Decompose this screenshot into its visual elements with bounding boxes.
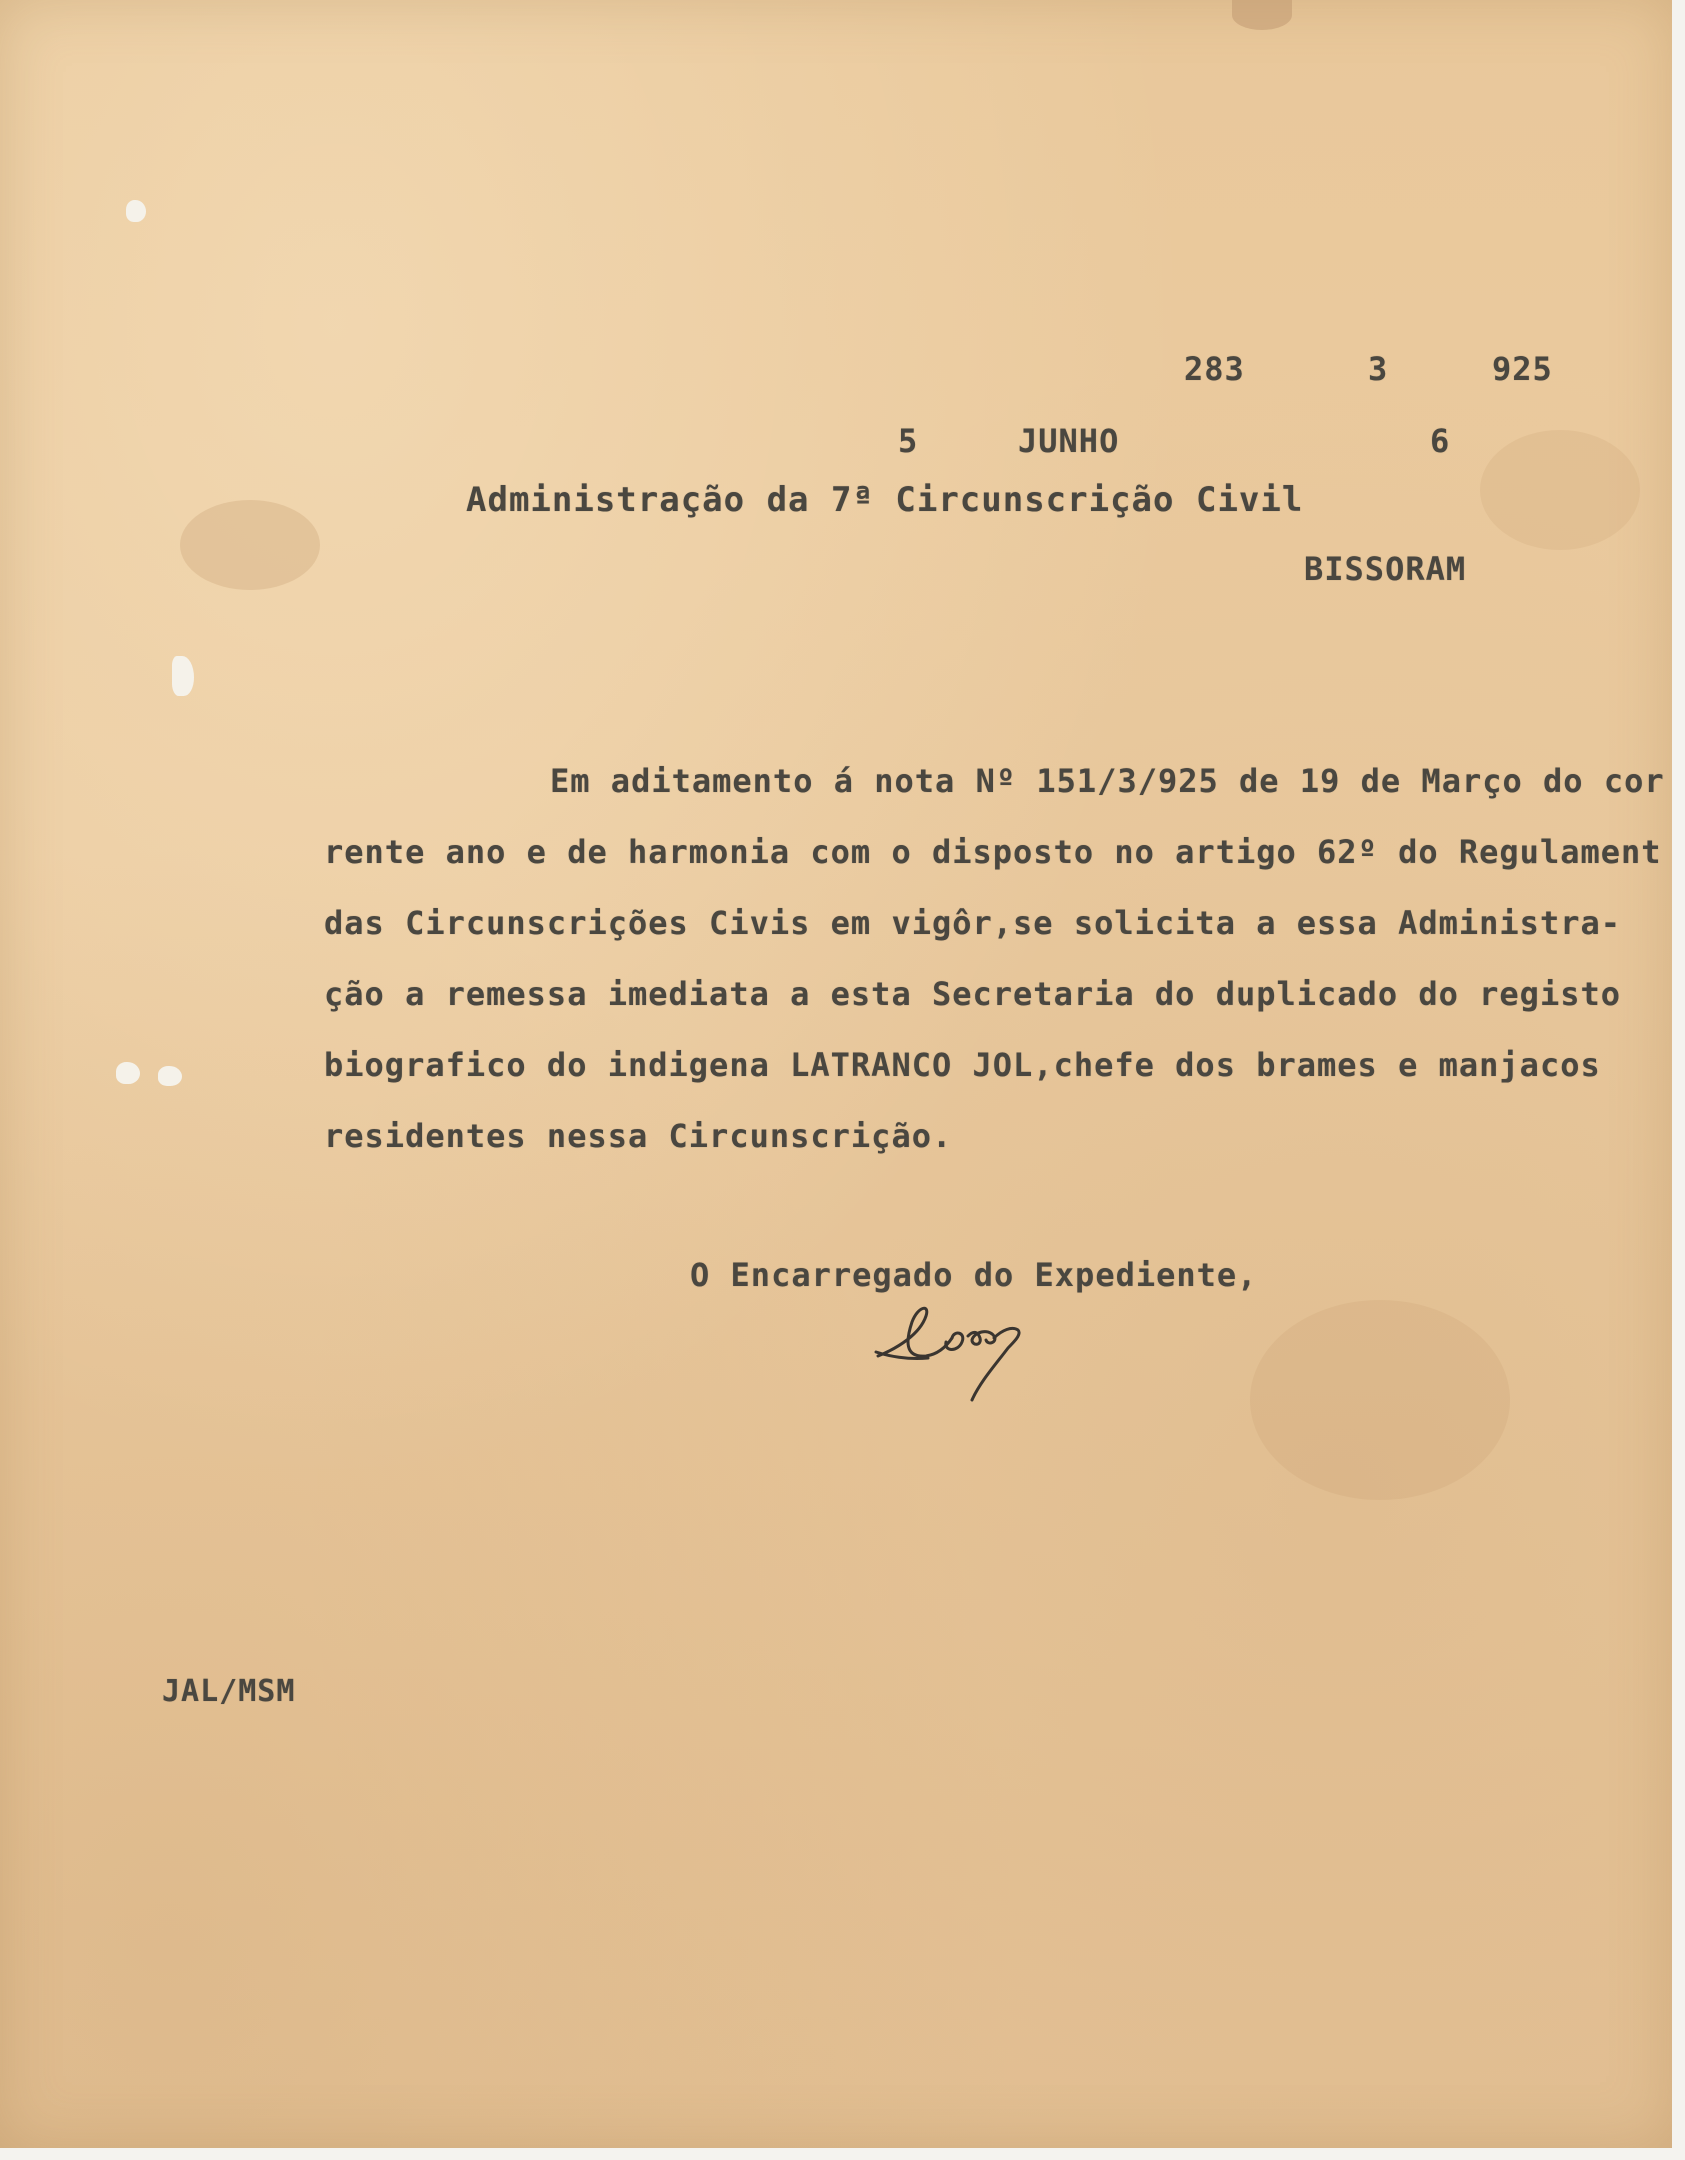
punch-hole	[158, 1066, 182, 1086]
body-line-6: residentes nessa Circunscrição.	[324, 1117, 953, 1155]
ref-year: 925	[1492, 350, 1553, 388]
stain-spot	[1250, 1300, 1510, 1500]
recipient-office: Administração da 7ª Circunscrição Civil	[466, 480, 1304, 520]
stain-spot	[1480, 430, 1640, 550]
body-line-4: ção a remessa imediata a esta Secretaria do duplicado do registo	[324, 975, 1621, 1013]
scan-border-bottom	[0, 2148, 1685, 2160]
signature	[868, 1286, 1048, 1406]
body-line-5: biografico do indigena LATRANCO JOL,chefe dos brames e manjacos	[324, 1046, 1601, 1084]
recipient-place: BISSORAM	[1304, 550, 1467, 588]
punch-hole	[126, 200, 146, 222]
typist-initials: JAL/MSM	[162, 1674, 296, 1709]
punch-hole	[172, 656, 194, 696]
date-extra: 6	[1430, 422, 1451, 460]
tear-mark	[1232, 0, 1292, 30]
body-line-1: Em aditamento á nota Nº 151/3/925 de 19 de Março do cor	[550, 762, 1665, 800]
punch-hole	[116, 1062, 140, 1084]
stain-spot	[180, 500, 320, 590]
ref-number: 283	[1184, 350, 1245, 388]
ref-series: 3	[1368, 350, 1389, 388]
closing-title: O Encarregado do Expediente,	[690, 1256, 1258, 1294]
body-line-3: das Circunscrições Civis em vigôr,se solicita a essa Administra-	[324, 904, 1621, 942]
scan-border-right	[1672, 0, 1685, 2160]
date-day: 5	[898, 422, 919, 460]
date-month: JUNHO	[1018, 422, 1120, 460]
body-line-2: rente ano e de harmonia com o disposto no artigo 62º do Regulament	[324, 833, 1662, 871]
